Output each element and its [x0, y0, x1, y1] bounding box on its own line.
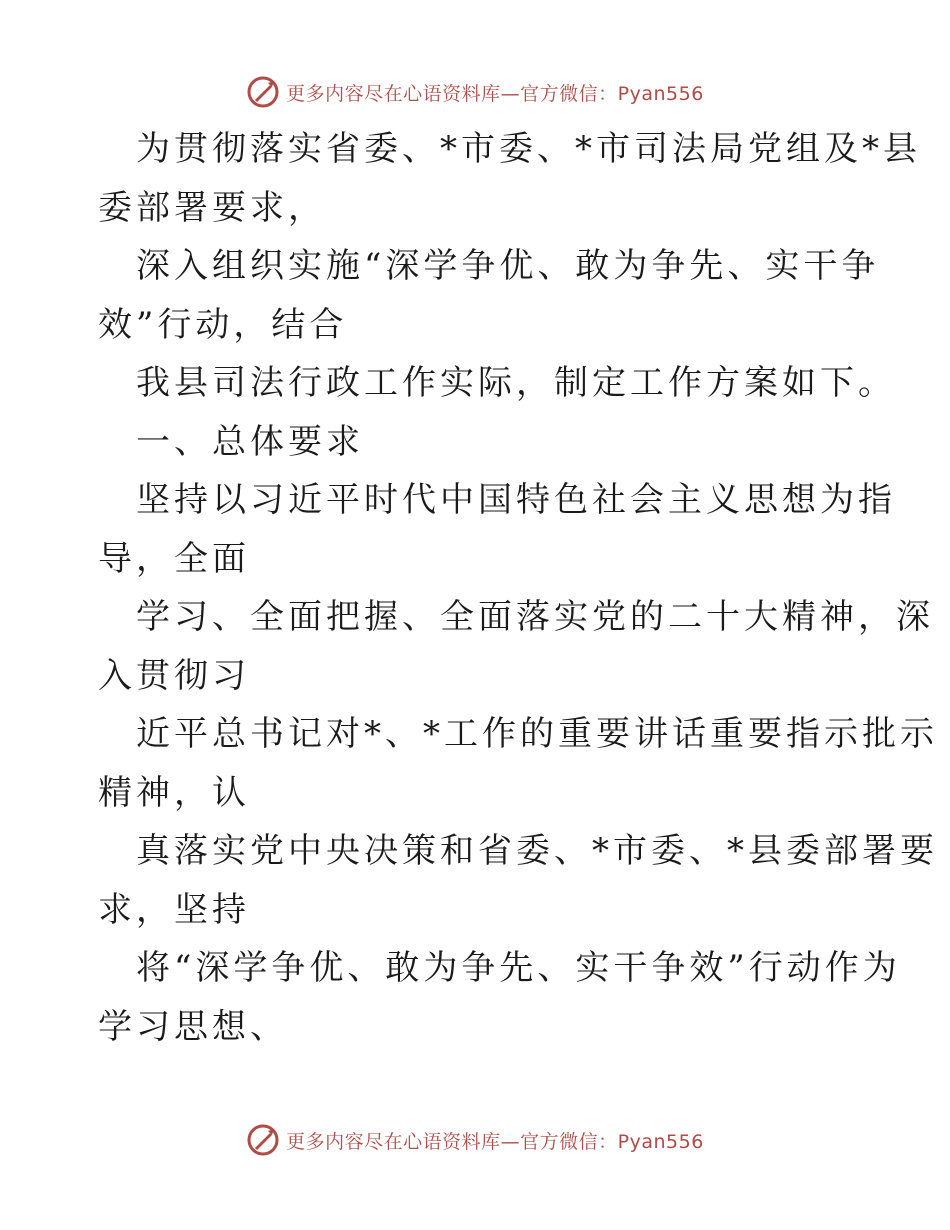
text-line: 委部署要求，: [98, 187, 326, 228]
text-line: 效”行动，结合: [98, 304, 348, 345]
watermark-text: 更多内容尽在心语资料库—官方微信：Pyan556: [286, 1130, 704, 1153]
section-heading: 一、总体要求: [136, 421, 364, 462]
quill-pen-logo-icon: [246, 75, 280, 109]
footer-watermark: [0, 1120, 950, 1160]
text-line: 将“深学争优、敢为争先、实干争效”行动作为: [136, 948, 901, 988]
text-line: 为贯彻落实省委、*市委、*市司法局党组及*县: [136, 129, 921, 169]
text-line: 学习、全面把握、全面落实党的二十大精神，深: [136, 597, 934, 637]
text-line: 求，坚持: [98, 889, 250, 930]
text-line: 精神，认: [98, 772, 250, 813]
text-line: 导，全面: [98, 538, 250, 579]
text-line: 我县司法行政工作实际，制定工作方案如下。: [136, 363, 896, 403]
text-line: 学习思想、: [98, 1006, 288, 1047]
text-line: 入贯彻习: [98, 655, 250, 696]
header-watermark: [0, 72, 950, 112]
text-line: 深入组织实施“深学争优、敢为争先、实干争: [136, 246, 880, 286]
watermark-text: 更多内容尽在心语资料库—官方微信：Pyan556: [286, 82, 704, 105]
document-body: [98, 120, 938, 1056]
text-line: 真落实党中央决策和省委、*市委、*县委部署要: [136, 831, 938, 871]
text-line: 坚持以习近平时代中国特色社会主义思想为指: [136, 480, 896, 520]
quill-pen-logo-icon: [246, 1123, 280, 1157]
text-line: 近平总书记对*、*工作的重要讲话重要指示批示: [136, 714, 938, 754]
